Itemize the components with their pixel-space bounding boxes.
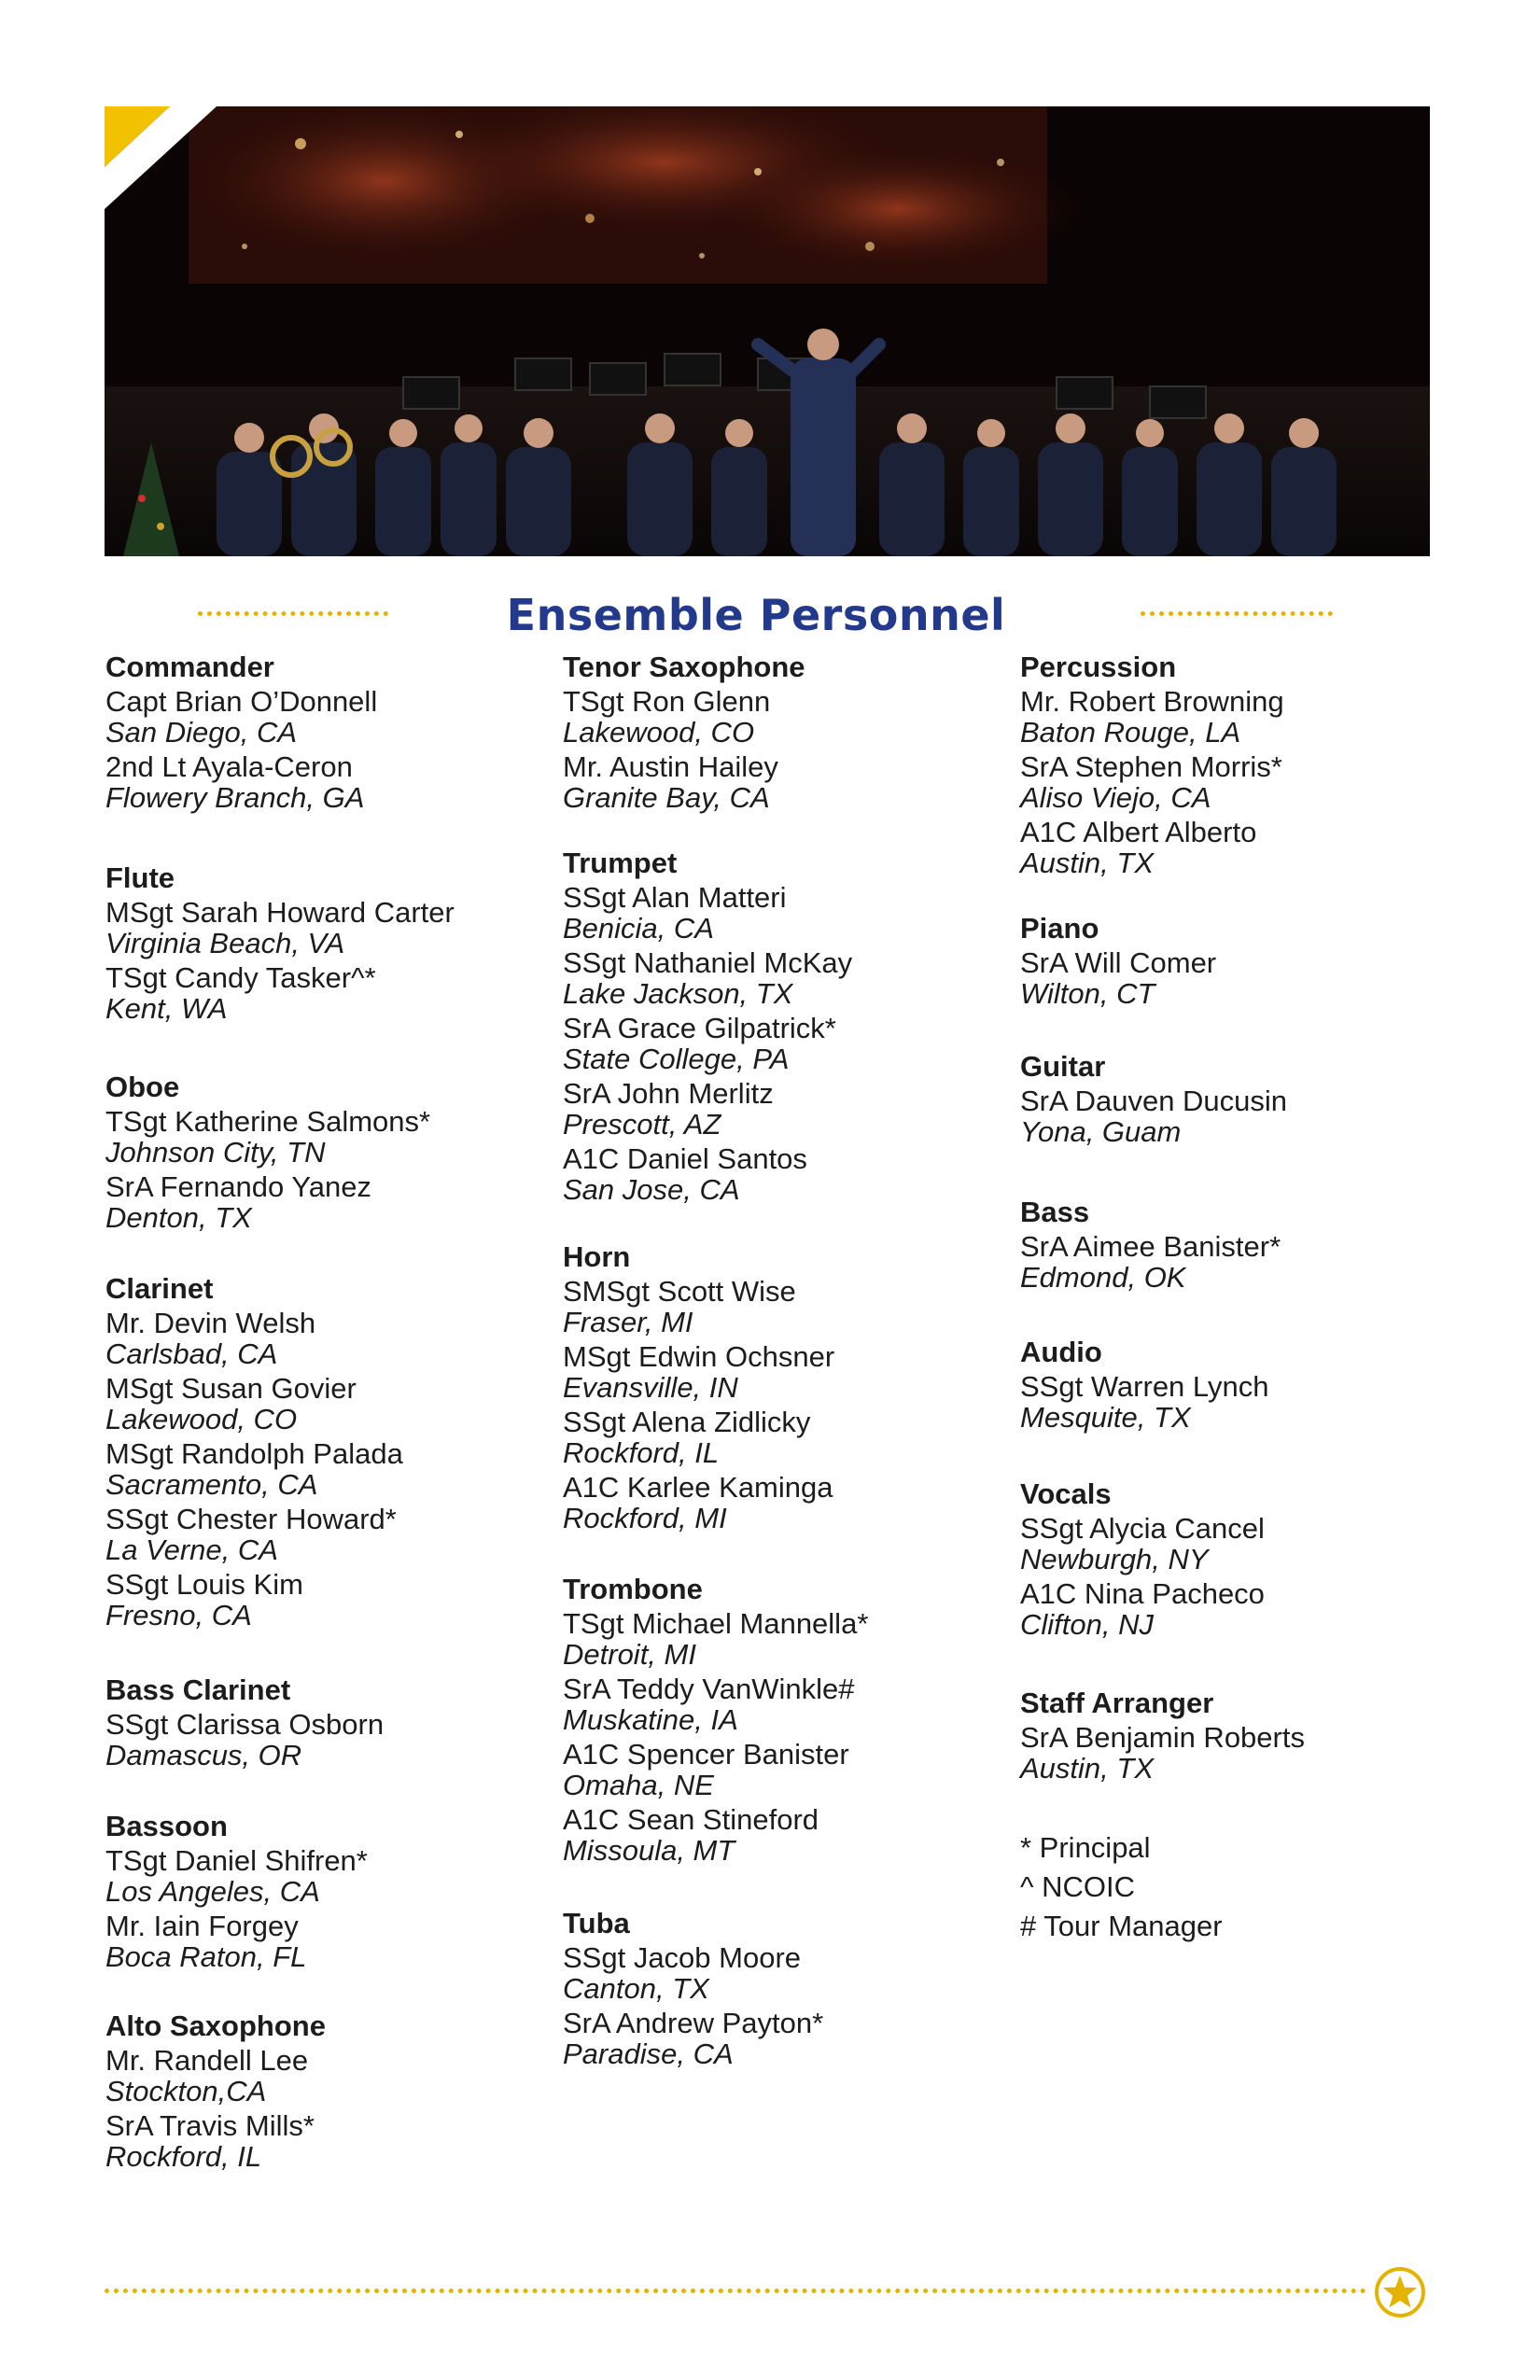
member-hometown: Kent, WA — [105, 992, 228, 1025]
member-hometown: Wilton, CT — [1020, 977, 1155, 1010]
footnotes — [1020, 1828, 1449, 1946]
member-entry — [563, 686, 992, 748]
member-hometown: Aliso Viejo, CA — [1020, 781, 1211, 814]
member-entry — [105, 1709, 535, 1771]
member-entry — [563, 1472, 992, 1533]
member-hometown: Sacramento, CA — [105, 1468, 318, 1501]
member-name: SrA Andrew Payton* — [563, 2007, 824, 2039]
section-heading: Alto Saxophone — [105, 2009, 326, 2042]
member-name: SSgt Warren Lynch — [1020, 1370, 1269, 1403]
member-hometown: Muskatine, IA — [563, 1703, 738, 1736]
member-entry — [1020, 1231, 1449, 1293]
section-commander — [105, 651, 535, 813]
section-percussion — [1020, 651, 1449, 878]
member-hometown: Prescott, AZ — [563, 1108, 721, 1141]
personnel-column-3 — [1020, 651, 1449, 1946]
section-heading: Commander — [105, 651, 274, 683]
section-heading: Flute — [105, 861, 175, 894]
section-horn — [563, 1240, 992, 1533]
member-hometown: Benicia, CA — [563, 912, 714, 945]
member-hometown: Lake Jackson, TX — [563, 977, 793, 1010]
member-entry — [105, 962, 535, 1024]
section-heading: Guitar — [1020, 1050, 1106, 1083]
member-entry — [563, 1608, 992, 1670]
member-name: SrA John Merlitz — [563, 1077, 774, 1110]
footer-dotted-rule — [105, 2289, 1366, 2293]
concert-band-photo — [105, 106, 1430, 556]
section-heading: Staff Arranger — [1020, 1687, 1214, 1719]
section-heading: Piano — [1020, 912, 1099, 945]
title-dots-right — [1141, 611, 1333, 616]
member-name: MSgt Sarah Howard Carter — [105, 896, 455, 929]
member-hometown: Evansville, IN — [563, 1371, 738, 1404]
member-hometown: Omaha, NE — [563, 1769, 714, 1801]
member-hometown: Canton, TX — [563, 1972, 709, 2005]
member-entry — [563, 1804, 992, 1866]
member-hometown: Stockton,CA — [105, 2075, 267, 2107]
member-name: MSgt Edwin Ochsner — [563, 1340, 835, 1373]
member-entry — [1020, 817, 1449, 878]
member-entry — [105, 897, 535, 959]
section-heading: Bass Clarinet — [105, 1673, 291, 1706]
section-heading: Tuba — [563, 1907, 630, 1939]
member-hometown: Rockford, MI — [563, 1502, 727, 1534]
member-name: SrA Benjamin Roberts — [1020, 1721, 1305, 1754]
member-name: SSgt Chester Howard* — [105, 1503, 397, 1535]
member-hometown: Johnson City, TN — [105, 1136, 326, 1169]
personnel-column-1 — [105, 651, 535, 2176]
member-name: SrA Fernando Yanez — [105, 1170, 371, 1203]
member-entry — [563, 1078, 992, 1140]
section-staff-arranger — [1020, 1687, 1449, 1784]
member-name: TSgt Daniel Shifren* — [105, 1844, 368, 1877]
member-entry — [105, 1373, 535, 1435]
member-hometown: La Verne, CA — [105, 1533, 278, 1566]
section-heading: Oboe — [105, 1071, 180, 1103]
member-entry — [563, 2008, 992, 2069]
member-name: SrA Will Comer — [1020, 946, 1217, 979]
section-bass-clarinet — [105, 1673, 535, 1771]
footnote-ncoic: ^ NCOIC — [1020, 1870, 1136, 1903]
member-entry — [563, 1276, 992, 1337]
member-entry — [105, 2045, 535, 2107]
member-entry — [563, 1143, 992, 1205]
section-tenor-saxophone — [563, 651, 992, 813]
member-entry — [105, 1569, 535, 1631]
member-name: SSgt Alena Zidlicky — [563, 1406, 811, 1438]
member-name: Mr. Randell Lee — [105, 2044, 309, 2077]
member-name: A1C Albert Alberto — [1020, 816, 1257, 848]
member-entry — [1020, 1371, 1449, 1433]
section-heading: Percussion — [1020, 651, 1177, 683]
section-heading: Trombone — [563, 1573, 703, 1605]
member-entry — [105, 1504, 535, 1565]
member-name: Mr. Iain Forgey — [105, 1910, 299, 1942]
member-hometown: Fresno, CA — [105, 1599, 252, 1631]
member-entry — [105, 1106, 535, 1168]
member-hometown: Denton, TX — [105, 1201, 252, 1234]
member-hometown: Lakewood, CO — [563, 716, 755, 749]
member-entry — [105, 1171, 535, 1233]
member-hometown: State College, PA — [563, 1043, 790, 1075]
member-entry — [105, 1845, 535, 1907]
member-hometown: Virginia Beach, VA — [105, 927, 345, 959]
member-hometown: Newburgh, NY — [1020, 1543, 1209, 1575]
section-vocals — [1020, 1477, 1449, 1640]
member-entry — [563, 1407, 992, 1468]
member-entry — [563, 1341, 992, 1403]
member-name: A1C Sean Stineford — [563, 1803, 819, 1836]
member-name: SSgt Alan Matteri — [563, 881, 787, 914]
member-name: Capt Brian O’Donnell — [105, 685, 378, 718]
member-hometown: Detroit, MI — [563, 1638, 696, 1671]
member-entry — [105, 2110, 535, 2172]
member-hometown: Granite Bay, CA — [563, 781, 770, 814]
section-heading: Trumpet — [563, 847, 678, 879]
member-name: A1C Nina Pacheco — [1020, 1577, 1265, 1610]
member-hometown: Yona, Guam — [1020, 1115, 1182, 1148]
section-audio — [1020, 1336, 1449, 1433]
member-hometown: Carlsbad, CA — [105, 1337, 278, 1370]
section-alto-saxophone — [105, 2009, 535, 2172]
member-entry — [1020, 1085, 1449, 1147]
personnel-sections — [1020, 651, 1449, 1784]
member-hometown: Los Angeles, CA — [105, 1875, 320, 1908]
section-heading: Bass — [1020, 1196, 1090, 1228]
member-hometown: Austin, TX — [1020, 847, 1154, 879]
member-name: SMSgt Scott Wise — [563, 1275, 796, 1308]
member-name: TSgt Candy Tasker^* — [105, 961, 376, 994]
section-clarinet — [105, 1272, 535, 1631]
member-hometown: San Jose, CA — [563, 1173, 740, 1206]
member-entry — [1020, 751, 1449, 813]
member-entry — [1020, 1578, 1449, 1640]
member-entry — [1020, 947, 1449, 1009]
member-hometown: Austin, TX — [1020, 1752, 1154, 1785]
section-trombone — [563, 1573, 992, 1866]
member-hometown: Baton Rouge, LA — [1020, 716, 1241, 749]
section-heading: Clarinet — [105, 1272, 214, 1305]
section-flute — [105, 861, 535, 1024]
member-hometown: Clifton, NJ — [1020, 1608, 1154, 1641]
member-name: SrA Teddy VanWinkle# — [563, 1673, 855, 1705]
member-name: TSgt Katherine Salmons* — [105, 1105, 431, 1138]
member-entry — [105, 686, 535, 748]
member-name: Mr. Austin Hailey — [563, 750, 778, 783]
member-name: A1C Daniel Santos — [563, 1142, 807, 1175]
member-name: SrA Dauven Ducusin — [1020, 1085, 1288, 1117]
section-trumpet — [563, 847, 992, 1205]
section-piano — [1020, 912, 1449, 1009]
member-name: SrA Stephen Morris* — [1020, 750, 1282, 783]
member-entry — [563, 1673, 992, 1735]
section-heading: Audio — [1020, 1336, 1102, 1368]
section-heading: Bassoon — [105, 1810, 228, 1842]
member-hometown: San Diego, CA — [105, 716, 298, 749]
member-entry — [105, 1438, 535, 1500]
star-icon — [1373, 2265, 1427, 2319]
member-entry — [105, 1911, 535, 1972]
member-entry — [105, 751, 535, 813]
member-name: SSgt Louis Kim — [105, 1568, 303, 1601]
section-oboe — [105, 1071, 535, 1233]
page-title: Ensemble Personnel — [506, 590, 1006, 640]
member-hometown: Damascus, OR — [105, 1739, 302, 1771]
member-name: SrA Grace Gilpatrick* — [563, 1012, 836, 1044]
member-name: SSgt Clarissa Osborn — [105, 1708, 385, 1741]
member-entry — [563, 882, 992, 944]
member-hometown: Missoula, MT — [563, 1834, 735, 1867]
member-entry — [105, 1308, 535, 1369]
member-name: Mr. Robert Browning — [1020, 685, 1284, 718]
member-name: TSgt Michael Mannella* — [563, 1607, 869, 1640]
member-name: TSgt Ron Glenn — [563, 685, 771, 718]
member-hometown: Mesquite, TX — [1020, 1401, 1191, 1434]
member-hometown: Edmond, OK — [1020, 1261, 1186, 1294]
member-hometown: Fraser, MI — [563, 1306, 693, 1338]
member-name: SrA Aimee Banister* — [1020, 1230, 1281, 1263]
section-bass — [1020, 1196, 1449, 1293]
member-hometown: Rockford, IL — [563, 1436, 720, 1469]
member-hometown: Rockford, IL — [105, 2140, 262, 2173]
member-entry — [1020, 1513, 1449, 1575]
member-name: SSgt Nathaniel McKay — [563, 946, 853, 979]
member-hometown: Boca Raton, FL — [105, 1940, 307, 1973]
member-entry — [1020, 686, 1449, 748]
member-name: 2nd Lt Ayala-Ceron — [105, 750, 353, 783]
section-bassoon — [105, 1810, 535, 1972]
section-heading: Vocals — [1020, 1477, 1112, 1510]
member-hometown: Lakewood, CO — [105, 1403, 298, 1435]
section-heading: Tenor Saxophone — [563, 651, 805, 683]
footnote-tour-manager: # Tour Manager — [1020, 1910, 1223, 1942]
member-name: SrA Travis Mills* — [105, 2109, 315, 2142]
member-entry — [563, 1013, 992, 1074]
member-name: SSgt Alycia Cancel — [1020, 1512, 1265, 1545]
concert-band-photo-illustration — [105, 106, 1430, 556]
member-hometown: Paradise, CA — [563, 2037, 734, 2070]
member-name: A1C Karlee Kaminga — [563, 1471, 833, 1504]
member-name: MSgt Randolph Palada — [105, 1437, 403, 1470]
personnel-column-2 — [563, 651, 992, 2073]
member-entry — [1020, 1722, 1449, 1784]
member-entry — [563, 947, 992, 1009]
member-hometown: Flowery Branch, GA — [105, 781, 365, 814]
footnote-principal: * Principal — [1020, 1831, 1151, 1864]
member-name: SSgt Jacob Moore — [563, 1941, 802, 1974]
section-heading: Horn — [563, 1240, 631, 1273]
member-name: MSgt Susan Govier — [105, 1372, 357, 1405]
member-name: A1C Spencer Banister — [563, 1738, 849, 1771]
section-tuba — [563, 1907, 992, 2069]
member-entry — [563, 1739, 992, 1800]
corner-accent — [105, 106, 217, 209]
title-row — [0, 590, 1540, 646]
section-guitar — [1020, 1050, 1449, 1147]
member-entry — [563, 1942, 992, 2004]
member-entry — [563, 751, 992, 813]
member-name: Mr. Devin Welsh — [105, 1307, 316, 1339]
